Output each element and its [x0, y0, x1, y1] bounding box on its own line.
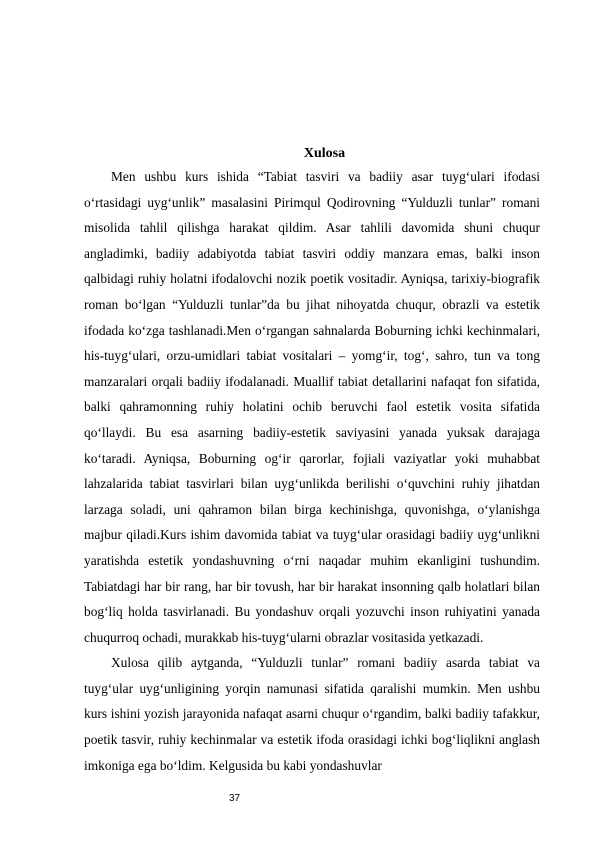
- paragraph-1: Men ushbu kurs ishida “Tabiat tasviri va badiiy asar tuyg‘ulari ifodasi o‘rtasidagi uyg‘unlik” masalasini Pirimqul Qodirovning “Yulduzli tunlar” romani misolida tahlil qilishga harakat qildim. Asar tahlili davomida shuni chuqur angladimki, badiiy adabiyotda tabiat tasviri oddiy manzara emas, balki inson qalbidagi ruhiy holatni ifodalovchi nozik poetik vositadir. Ayniqsa, tarixiy-biografik roman bo‘lgan “Yulduzli tunlar”da bu jihat nihoyatda chuqur, obrazli va estetik ifodada ko‘zga tashlanadi.Men o‘rgangan sahnalarda Boburning ichki kechinmalari, his-tuyg‘ulari, orzu-umidlari tabiat vositalari – yomg‘ir, tog‘, sahro, tun va tong manzaralari orqali badiiy ifodalanadi. Muallif tabiat detallarini nafaqat fon sifatida, balki qahramonning ruhiy holatini ochib beruvchi faol estetik vosita sifatida qo‘llaydi. Bu esa asarning badiiy-estetik saviyasini yanada yuksak darajaga ko‘taradi. Ayniqsa, Boburning og‘ir qarorlar, fojiali vaziyatlar yoki muhabbat lahzalarida tabiat tasvirlari bilan uyg‘unlikda berilishi o‘quvchini ruhiy jihatdan larzaga soladi, uni qahramon bilan birga kechinishga, quvonishga, o‘ylanishga majbur qiladi.Kurs ishim davomida tabiat va tuyg‘ular orasidagi badiiy uyg‘unlikni yaratishda estetik yondashuvning o‘rni naqadar muhim ekanligini tushundim. Tabiatdagi har bir rang, har bir tovush, har bir harakat insonning qalb holatlari bilan bog‘liq holda tasvirlanadi. Bu yondashuv orqali yozuvchi inson ruhiyatini yanada chuqurroq ochadi, murakkab his-tuyg‘ularni obrazlar vositasida yetkazadi.: [84, 169, 540, 645]
- section-title: Xulosa: [303, 146, 346, 161]
- body-text: [84, 164, 540, 778]
- page-number: 37: [229, 793, 241, 804]
- paragraph-2: Xulosa qilib aytganda, “Yulduzli tunlar” romani badiiy asarda tabiat va tuyg‘ular uyg‘unligining yorqin namunasi sifatida qaralishi mumkin. Men ushbu kurs ishini yozish jarayonida nafaqat asarni chuqur o‘rgandim, balki badiiy tafakkur, poetik tasvir, ruhiy kechinmalar va estetik ifoda orasidagi ichki bog‘liqlikni anglash imkoniga ega bo‘ldim. Kelgusida bu kabi yondashuvlar: [84, 655, 540, 773]
